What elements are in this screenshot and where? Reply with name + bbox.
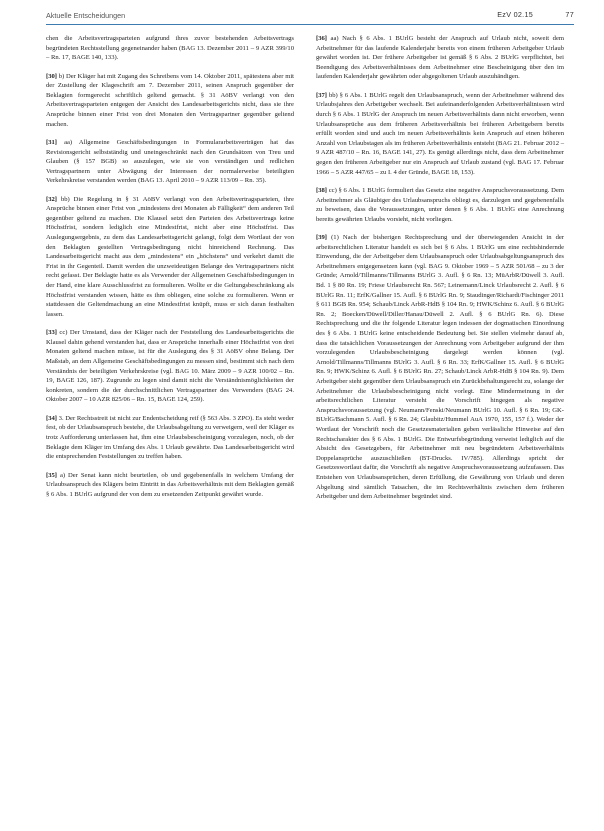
paragraph <box>316 34 564 82</box>
paragraph <box>316 91 564 177</box>
paragraph <box>46 34 294 63</box>
paragraph <box>46 414 294 462</box>
left-column <box>46 34 294 508</box>
paragraph-text: bb) § 6 Abs. 1 BUrlG regelt den Urlaubsanspruch, wenn der Arbeitnehmer während des Urlaubsjahres den Arbeitgeber wechselt. Bei aufeinanderfolgenden Arbeitsverhältnissen wird durch § 6 Abs. 1 BUrlG der Anspruch im neuen Arbeitsverhältnis dann nicht erworben, wenn Urlaubsansprüche aus dem früheren Arbeitsverhältnis bei früheren Arbeitgebern bereits erfüllt worden sind und auch im neuen Arbeitsverhältnis kein Anspruch auf einen höheren Anzahl von Urlaubstagen als im früheren Arbeitsverhältnis entsteht (BAG 21. Februar 2012 – 9 AZR 487/10 – Rn. 16, BAGE 141, 27). Es genügt allerdings nicht, dass dem Arbeitnehmer gegen den früheren Arbeitgeber nur ein Anspruch auf Urlaub zustand (vgl. BAG 17. Februar 1966 – 5 AZR 447/65 – zu I. 4 der Gründe, BAGE 18, 153). <box>316 91 564 176</box>
paragraph <box>316 186 564 224</box>
paragraph <box>46 328 294 405</box>
paragraph-number: [30] <box>46 72 57 80</box>
journal-issue: EzV 02.15 <box>497 10 534 19</box>
paragraph-text: (1) Nach der bisherigen Rechtsprechung und der überwiegenden Ansicht in der arbeitsrechtlichen Literatur handelt es sich bei § 6 Abs. 1 BUrlG um eine rechtshindernde Einwendung, die der Arbeitgeber dem Urlaubsanspruch oder Urlaubsabgeltungsanspruch des Arbeitnehmers entgegensetzen kann (vgl. BAG 9. Oktober 1969 – 5 AZR 501/68 – zu 3 der Gründe; Arnold/Tillmanns/Tillmanns BUrlG 3. Aufl. § 6 Rn. 13; MüArbR/Düwell 3. Aufl. Bd. 1 § 80 Rn. 19; Friese Urlaubsrecht Rn. 567; Leinemann/Linck Urlaubsrecht 2. Aufl. § 6 BUrlG Rn. 11; ErfK/Gallner 15. Aufl. § 6 BUrlG Rn. 9; Staudinger/Richardi/Fischinger 2011 § 611 BGB Rn. 954; Schaub/Linck ArbR-HdB § 104 Rn. 9; HWK/Schinz 6. Aufl. § 6 BUrlG Rn. 2; Boecken/Düwell/Diller/Hanau/Düwell 2. Aufl. § 6 BUrlG Rn. 6). Diese Rechtsprechung und die ihr folgende Literatur legen indessen der dogmatischen Einordnung des § 6 Abs. 1 BUrlG keine entscheidende Bedeutung bei. Sie stellen vielmehr darauf ab, dass die tatsächlichen Voraussetzungen der Anrechnung vom Arbeitgeber aufgrund der ihm vorzulegenden Urlaubsbescheinigung dargelegt werden können (vgl. Arnold/Tillmanns/Tillmanns BUrlG 3. Aufl. § 6 Rn. 33; ErfK/Gallner 15. Aufl. § 6 BUrlG Rn. 9; HWK/Schinz 6. Aufl. § 6 BUrlG Rn. 27; Schaub/Linck ArbR-HdB § 104 Rn. 9). Dem Arbeitgeber steht gegenüber dem Urlaubsanspruch ein Zurückbehaltungsrecht zu, solange der Arbeitnehmer die Urlaubsbescheinigung nicht vorlegt. Eine Mindermeinung in der arbeitsrechtlichen Literatur versteht die Vorschrift hingegen als negative Anspruchsvoraussetzung (vgl. Neumann/Fenski/Neumann BUrlG 10. Aufl. § 6 Rn. 19; GK-BUrlG/Bachmann 5. Aufl. § 6 Rn. 24; Glaubitz/Hummel AuA 1970, 155, 157 f.). Weder der Wortlaut der Vorschrift noch die Gesetzesmaterialien geben verlässliche Hinweise auf den Rechtscharakter des § 6 Abs. 1 BUrlG. Die Entwurfsbegründung verweist lediglich auf die Absicht des Gesetzgebers, für Arbeitnehmer mit neu begründetem Arbeitsverhältnis Doppelansprüche auszuschließen (BT-Drucks. IV/785). Allerdings spricht der Gesetzeswortlaut dafür, die Vorschrift als negative Anspruchsvoraussetzung aufzufassen. Das Entstehen von Urlaubsansprüchen, deren Erfüllung, die Gewährung von Urlaub und deren Abgeltung sind sämtlich Tatsachen, die im Rechtsverhältnis zwischen dem früheren Arbeitgeber und dem Arbeitnehmer begründet sind. <box>316 234 565 501</box>
paragraph-text: cc) Der Umstand, dass der Kläger nach der Feststellung des Landesarbeitsgerichts die Klausel dahin gehend verstanden hat, dass er Ansprüche innerhalb einer Höchstfrist von drei Monaten geltend machen müsse, ist für die Auslegung des § 31 AöBV ohne Belang. Der Maßstab, an dem Allgemeine Geschäftsbedingungen zu messen sind, bestimmt sich nach dem Verständnis der beteiligten Verkehrskreise (vgl. BAG 10. März 2009 – 9 AZR 100/02 – Rn. 19, BAGE 126, 187). Zugrunde zu legen sind damit nicht die Verständnismöglichkeiten der konkreten, sondern die der durchschnittlichen Vertragspartner des Verwenders (BAG 24. Oktober 2007 – 10 AZR 825/06 – Rn. 15, BAGE 124, 259). <box>46 329 294 404</box>
paragraph-number: [35] <box>46 471 57 479</box>
paragraph-text: aa) Allgemeine Geschäftsbedingungen in Formulararbeitsverträgen hat das Revisionsgericht selbstständig und uneingeschränkt nach den Grundsätzen von Treu und Glauben (§ 157 BGB) so auszulegen, wie sie von verständigen und redlichen Vertragspartnern unter Abwägung der Interessen der normalerweise beteiligten Verkehrskreise verstanden werden (BAG 13. April 2010 – 9 AZR 113/09 – Rn. 35). <box>46 138 294 185</box>
paragraph-number: [33] <box>46 329 57 337</box>
paragraph-text: bb) Die Regelung in § 31 AöBV verlangt von den Arbeitsvertragsparteien, ihre Ansprüche binnen einer Frist von „mindestens drei Monaten ab Fälligkeit“ dem anderen Teil gegenüber geltend zu machen. Die Klausel setzt den Parteien des Arbeitsvertrags keine Höchstfrist, sondern lediglich eine Mindestfrist, nicht aber eine Höchstfrist. Das Auslegungsergebnis, zu dem das Landesarbeitsgericht gelangt, folgt dem Wortlaut der von den Beklagten gestellten Vertragsbedingung nicht hinreichend Rechnung. Das Landesarbeitsgericht macht aus dem „mindestens“ ein „höchstens“ und verkehrt damit die Frist in ihr Gegenteil. Damit werden die unzweideutigen Belange des Vertragspartners nicht recht gefasst. Der Beklagte hatte es als Verwender der Allgemeinen Geschäftsbedingungen in der Hand, eine klare Ausschlussfrist zu formulieren. Wollte er die Geltungsbeschränkung als Höchstfrist verstanden wissen, hätte es ihm obliegen, eine solche zu formulieren. Wenn er stattdessen die Geltendmachung an eine Mindestfrist knüpft, muss er sich daran festhalten lassen. <box>46 195 294 318</box>
paragraph <box>46 195 294 320</box>
paragraph <box>46 471 294 500</box>
paragraph-number: [39] <box>316 234 327 242</box>
paragraph-text: a) Der Senat kann nicht beurteilen, ob und gegebenenfalls in welchem Umfang der Urlaubsanspruch des Klägers beim Eintritt in das Arbeitsverhältnis mit dem Beklagten gemäß § 6 Abs. 1 BUrlG aufgrund der von dem zu ersetzenden Zeitpunkt gewährt wurde. <box>46 471 294 498</box>
paragraph-number: [36] <box>316 35 327 42</box>
paragraph-text: b) Der Kläger hat mit Zugang des Schreibens vom 14. Oktober 2011, spätestens aber mit der Zustellung der Klageschrift am 7. Dezember 2011, seinen Anspruch gegenüber der Beklagten formgerecht schriftlich geltend gemacht. § 31 AöBV verlangt von den Arbeitsvertragsparteien entgegen der Ansicht des Landesarbeitsgerichts nicht, dass sie ihre Ansprüche binnen einer Frist von drei Monaten den Vertragspartner gegenüber geltend machen. <box>46 72 294 128</box>
paragraph <box>46 72 294 130</box>
page-header <box>46 10 574 24</box>
paragraph-text: chen die Arbeitsvertragsparteien aufgrund ihres zuvor bestehenden Arbeitsvertrags begründeten Rechtsstellung gegeneinander haben (BAG 13. Dezember 2011 – 9 AZR 399/10 – Rn. 17, BAGE 140, 133). <box>46 35 294 62</box>
paragraph-number: [32] <box>46 195 57 203</box>
paragraph-number: [31] <box>46 138 57 146</box>
paragraph-text: 3. Der Rechtsstreit ist nicht zur Endentscheidung reif (§ 563 Abs. 3 ZPO). Es steht weder fest, ob der Urlaubsanspruch bestehe, die Urlaubsabgeltung zu verweigern, weil der Kläger es trotz Aufforderung unterlassen hat, ihm eine Urlaubsbescheinigung vorzulegen, noch, ob der Beklagte dem Kläger im Umfang des Abs. 1 Urlaub gewährte. Das Landesarbeitsgericht wird die entsprechenden Feststellungen zu treffen haben. <box>46 414 294 461</box>
paragraph <box>46 138 294 186</box>
journal-info <box>497 10 574 19</box>
header-rule <box>46 24 574 25</box>
paragraph-number: [37] <box>316 91 327 99</box>
paragraph-number: [38] <box>316 186 327 194</box>
right-column <box>316 34 564 511</box>
paragraph-number: [34] <box>46 414 57 422</box>
paragraph-text: cc) § 6 Abs. 1 BUrlG formuliert das Gesetz eine negative Anspruchsvoraussetzung. Dem Arbeitnehmer als Gläubiger des Urlaubsanspruchs obliegt es, darzulegen und gegebenenfalls zu beweisen, dass die Voraussetzungen, unter denen § 6 Abs. 1 BUrlG eine Anrechnung bereits gewährten Urlaubs vorsieht, nicht vorliegen. <box>316 186 564 223</box>
paragraph <box>316 233 564 502</box>
section-title: Aktuelle Entscheidungen <box>46 11 126 20</box>
page-number: 77 <box>565 10 574 19</box>
paragraph-text: aa) Nach § 6 Abs. 1 BUrlG besteht der Anspruch auf Urlaub nicht, soweit dem Arbeitnehmer für das laufende Kalenderjahr bereits von einem früheren Arbeitgeber Urlaub gewährt worden ist. Der frühere Arbeitgeber ist gemäß § 6 Abs. 2 BUrlG verpflichtet, bei Beendigung des Arbeitsverhältnisses dem Arbeitnehmer eine Bescheinigung über den im laufenden Kalenderjahr gewährten oder abgegoltenen Urlaub auszuhändigen. <box>316 35 564 81</box>
